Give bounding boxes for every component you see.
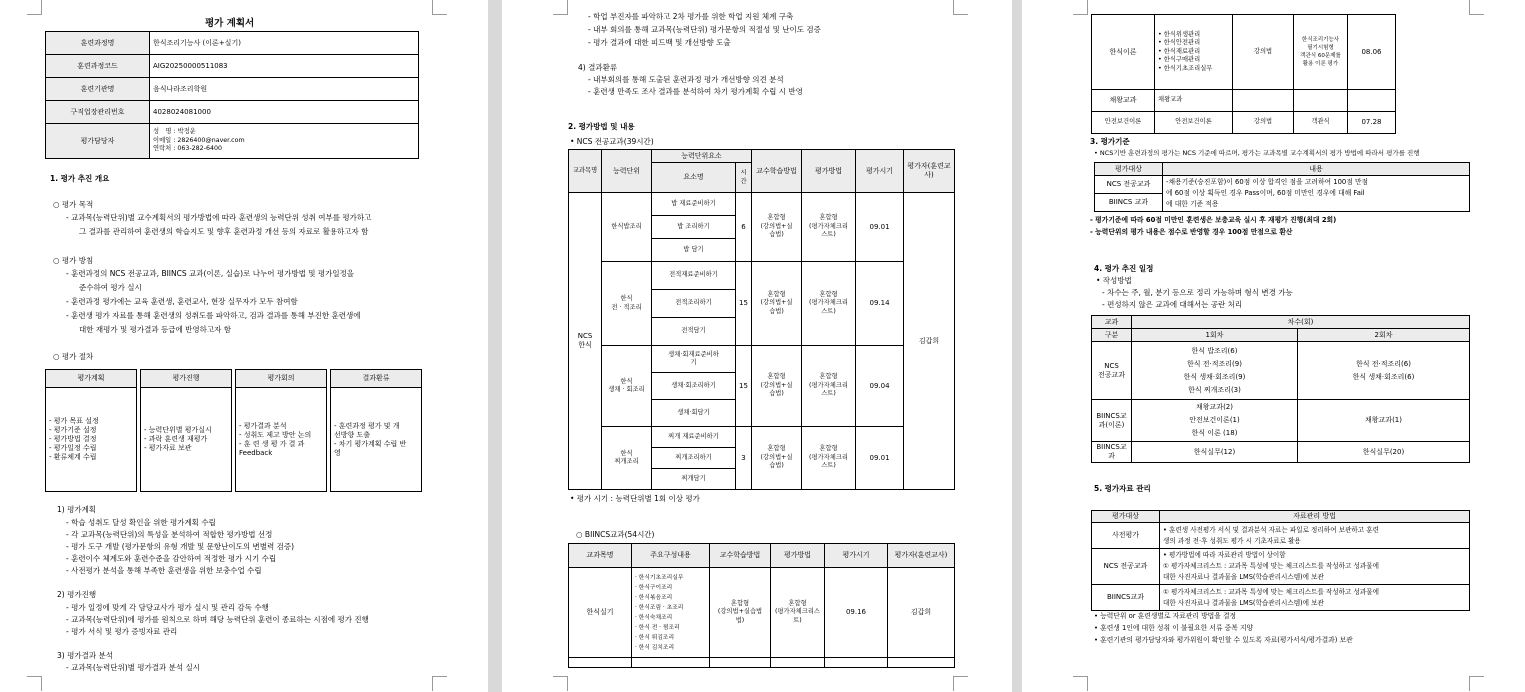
body-text: - 교과목(능력단위)별 교수계획서의 평가방법에 따라 훈련생의 능력단위 성취 여부를 평가하고 xyxy=(66,213,372,222)
body-text: - 능력단위의 평가 내용은 점수로 반영할 경우 100점 만점으로 환산 xyxy=(1090,228,1293,236)
element-name: 밥 담기 xyxy=(652,239,736,262)
header-subject: 교과 xyxy=(1092,316,1132,329)
process-header: 평가진행 xyxy=(141,370,232,388)
subsection-heading: ○ BIINCS교과(54시간) xyxy=(576,530,655,539)
info-label: 구직업장관리번호 xyxy=(46,101,150,124)
content-list: • 한식위생관리 • 한식안전관리 • 한식재료관리 • 한식구매관리 • 한식기초조리실무 xyxy=(1155,15,1233,90)
element-name: 전적담기 xyxy=(652,318,736,346)
process-box-progress xyxy=(140,369,232,492)
table-note: • 평가 시기 : 능력단위별 1회 이상 평가 xyxy=(570,494,700,503)
info-value: AIG20250000511083 xyxy=(150,55,419,78)
info-label: 훈련기관명 xyxy=(46,78,150,101)
header-subject: 교과목명 xyxy=(569,150,602,193)
crop-mark xyxy=(553,676,568,691)
crop-mark xyxy=(1073,676,1088,691)
eval-method: 혼합형 (평가자체크리스 트) xyxy=(771,568,825,658)
header-when: 평가시기 xyxy=(856,150,904,193)
body-text: - 교과목(능력단위)에 평가를 원칙으로 하며 해당 능력단위 훈련이 종료하는 시점에 평가 진행 xyxy=(66,615,369,624)
body-text: - 차수는 주, 월, 분기 등으로 정리 가능하며 형식 변경 가능 xyxy=(1102,288,1293,297)
process-box-meeting xyxy=(235,369,327,492)
body-text: - 훈련생 평가 자료를 통해 훈련생의 성취도를 파악하고, 검과 결과를 통해 부진한 훈련생에 xyxy=(66,311,361,320)
crop-mark xyxy=(432,0,447,15)
eval-method: 혼합형 (평가자체크리 스트) xyxy=(802,262,856,346)
section-heading: 2. 평가방법 및 내용 xyxy=(568,122,635,131)
section-heading: 1. 평가 추진 개요 xyxy=(50,174,110,183)
rater-name: 김갑희 xyxy=(904,193,955,490)
header-content: 내용 xyxy=(1163,163,1470,176)
unit-hours: 3 xyxy=(736,427,752,490)
teaching-method: 강의법 xyxy=(1233,112,1294,134)
body-text: - 각 교과목(능력단위)의 특성을 분석하여 적합한 평가방법 선정 xyxy=(66,530,273,539)
section-heading: 4. 평가 추진 일정 xyxy=(1094,264,1154,273)
criteria-target: BIINCS 교과 xyxy=(1095,194,1163,212)
eval-method: 한식조리기능사 필기시험형 객관식 60문제를 활용 이론 평가 xyxy=(1294,15,1348,90)
content-list: 채왕교과 xyxy=(1155,90,1233,112)
schedule-round-1: 한식실무(12) xyxy=(1132,442,1298,463)
teaching-method: 혼합형 (강의법+실 습법) xyxy=(752,262,802,346)
section-heading: 5. 평가자료 관리 xyxy=(1094,484,1151,493)
crop-mark xyxy=(1073,0,1088,15)
element-name: 찌개 재료준비하기 xyxy=(652,427,736,448)
header-rater: 평가자(훈련교사) xyxy=(904,150,955,193)
eval-date: 07.28 xyxy=(1348,112,1396,134)
eval-method: 혼합형 (평가자체크리 스트) xyxy=(802,427,856,490)
mgmt-method: • 평가방법에 따라 자료관리 방법이 상이함 ① 평가자체크리스트 : 교과목 특성에 맞는 체크리스트를 작성하고 성과물에 대한 사진자료나 결과물을 LMS(학습관리시스템)에 보관 xyxy=(1160,549,1470,585)
info-value: 음식나라조리학원 xyxy=(150,78,419,101)
subsection-heading: • NCS 전공교과(39시간) xyxy=(570,137,654,146)
header-rounds: 차수(회) xyxy=(1132,316,1470,329)
process-box-plan xyxy=(45,369,137,492)
eval-method: 혼합형 (평가자체크리 스트) xyxy=(802,193,856,262)
body-text: - 훈련생 만족도 조사 결과를 분석하여 차기 평가계획 수립 시 반영 xyxy=(588,87,803,96)
header-method: 평가방법 xyxy=(771,544,825,568)
body-text: - 편성하지 않은 교과에 대해서는 공란 처리 xyxy=(1102,300,1243,309)
schedule-category: BIINCS교과 xyxy=(1092,442,1132,463)
schedule-round-1: 채왕교과(2) 안전보건이론(1) 한식 이론 (18) xyxy=(1132,400,1298,442)
subsection-heading: ○ 평가 방침 xyxy=(53,256,94,265)
unit-hours: 15 xyxy=(736,346,752,427)
body-text: • NCS기반 훈련과정의 평가는 NCS 기준에 따르며, 평가는 교과목별 교수계획서의 평가 방법에 따라서 평가를 진행 xyxy=(1094,149,1420,157)
teaching-method: 혼합형 (강의법+실습법 법) xyxy=(710,568,771,658)
eval-date: 09.01 xyxy=(856,427,904,490)
data-management-table xyxy=(1091,510,1470,611)
course-info-table xyxy=(45,31,419,159)
info-value: 한식조리기능사 (이론+실기) xyxy=(150,32,419,55)
process-items: - 평가결과 분석 - 성취도 제고 방안 논의 - 훈 련 생 평 가 결 과 Feedback xyxy=(236,388,327,492)
mgmt-method: • 훈련생 사전평가 서식 및 결과분석 자료는 파일로 정리하여 보관하고 훈련 생의 과정 전·후 성취도 평가 시 기초자료로 활용 xyxy=(1160,523,1470,549)
element-name: 찌개담기 xyxy=(652,469,736,490)
subject-name: 한식실기 xyxy=(569,568,632,658)
schedule-category: BIINCS교 과(이론) xyxy=(1092,400,1132,442)
header-elements: 능력단위요소 xyxy=(652,150,752,163)
body-text: 대한 재평가 및 평가결과 등급에 반영하고자 함 xyxy=(79,325,231,334)
body-text: 준수하여 평가 실시 xyxy=(79,283,142,292)
schedule-table xyxy=(1091,315,1470,463)
crop-mark xyxy=(27,676,42,691)
document-page-1 xyxy=(0,0,488,692)
header-method: 평가방법 xyxy=(802,150,856,193)
element-name: 밥 조리하기 xyxy=(652,216,736,239)
eval-date: 09.16 xyxy=(825,568,888,658)
header-teaching: 교수학습방법 xyxy=(710,544,771,568)
header-unit: 능력단위 xyxy=(602,150,652,193)
body-text: - 평가 결과에 대한 피드백 및 개선방향 도출 xyxy=(588,38,731,47)
crop-mark xyxy=(553,0,568,15)
crop-mark xyxy=(432,676,447,691)
element-name: 전적재료준비하기 xyxy=(652,262,736,290)
info-value: 4028024081000 xyxy=(150,101,419,124)
subsection-heading: ○ 평가 절차 xyxy=(53,352,94,361)
body-text: - 교과목(능력단위)별 평가결과 분석 실시 xyxy=(66,663,201,672)
rater-name: 김갑희 xyxy=(888,568,955,658)
teaching-method: 혼합형 (강의법+실 습법) xyxy=(752,346,802,427)
body-text: - 내부회의를 통해 도출된 훈련과정 평가 개선방향 의견 분석 xyxy=(588,75,784,84)
header-content: 주요구성내용 xyxy=(632,544,710,568)
element-name: 전적조리하기 xyxy=(652,290,736,318)
body-text: - 내부 회의를 통해 교과목(능력단위) 평가문항의 적절성 및 난이도 검증 xyxy=(588,25,821,34)
body-text: 그 결과를 관리하여 훈련생의 학습지도 및 향후 훈련과정 개선 등의 자료로 활용하고자 함 xyxy=(79,227,369,236)
element-name: 생채·회담기 xyxy=(652,400,736,427)
schedule-round-2: 채왕교과(1) xyxy=(1298,400,1470,442)
crop-mark xyxy=(953,0,968,15)
body-text: - 훈련과정의 NCS 전공교과, BIINCS 교과(이론, 실습)로 나누어 평가방법 및 평가일정을 xyxy=(66,269,355,278)
subsection-heading: • 작성방법 xyxy=(1096,276,1132,285)
teaching-method: 혼합형 (강의법+실 습법) xyxy=(752,193,802,262)
schedule-round-1: 한식 밥조리(6) 한식 전·적조리(9) 한식 생채·회조리(9) 한식 찌개조리(3) xyxy=(1132,342,1298,400)
unit-name: 한식 생채 · 회조리 xyxy=(602,346,652,427)
unit-hours: 6 xyxy=(736,193,752,262)
process-items: - 능력단위별 평가실시 - 과락 훈련생 재평가 - 평가자료 보관 xyxy=(141,388,232,492)
contact-info: 성 명 : 박정운 이메일 : 2826400@naver.com 연락처 : 063-282-6400 xyxy=(150,124,419,159)
header-method: 자료관리 방법 xyxy=(1160,511,1470,523)
header-hours: 시간 xyxy=(736,163,752,193)
crop-mark xyxy=(1469,0,1484,15)
biincs-theory-table xyxy=(1091,14,1396,134)
subsection-heading: ○ 평가 목적 xyxy=(53,200,94,209)
criteria-text: -채용기준(승진포함)이 60점 이상 합격인 점을 고려하여 100점 만점 에 60점 이상 획득인 경우 Pass이며, 60점 미만인 경우에 대해 Fail 에 대한 기준 적용 xyxy=(1163,176,1470,212)
schedule-category: NCS 전공교과 xyxy=(1092,342,1132,400)
page-gutter xyxy=(488,0,502,692)
eval-date: 08.06 xyxy=(1348,15,1396,90)
body-text: - 평가 서식 및 평가 증빙자료 관리 xyxy=(66,627,178,636)
body-text: • 훈련기관의 평가담당자와 평가위원이 확인할 수 있도록 자료(평가서식/평가결과) 보관 xyxy=(1094,636,1353,644)
process-items: - 평가 목표 설정 - 평가기준 설정 - 평가방법 결정 - 평가일정 수립 - 환류체계 수립 xyxy=(46,388,137,492)
schedule-round-2: 한식 전·적조리(6) 한식 생채·회조리(6) xyxy=(1298,342,1470,400)
mgmt-target: BIINCS교과 xyxy=(1092,585,1160,611)
document-page-3 xyxy=(1022,0,1525,692)
body-text: - 학업 부진자를 파악하고 2차 평가를 위한 학업 지원 체계 구축 xyxy=(588,12,794,21)
unit-hours: 15 xyxy=(736,262,752,346)
process-header: 평가회의 xyxy=(236,370,327,388)
unit-name: 한식밥조리 xyxy=(602,193,652,262)
body-text: - 훈련이수 체계도와 훈련수준을 감안하여 적정한 평가 시기 수립 xyxy=(66,554,277,563)
process-box-feedback xyxy=(330,369,422,492)
eval-method: 객관식 xyxy=(1294,112,1348,134)
body-text: - 사전평가 분석을 통해 부족한 훈련생을 위한 보충수업 수립 xyxy=(66,566,262,575)
subsection-heading: 1) 평가계획 xyxy=(57,505,97,514)
header-round-2: 2회차 xyxy=(1298,329,1470,342)
contact-label: 평가담당자 xyxy=(46,124,150,159)
subject-name: 한식이론 xyxy=(1092,15,1155,90)
info-label: 훈련과정명 xyxy=(46,32,150,55)
body-text: - 평가기준에 따라 60점 미만인 훈련생은 보충교육 실시 후 재평가 진행(최대 2회) xyxy=(1090,216,1337,224)
crop-mark xyxy=(1469,676,1484,691)
subsection-heading: 2) 평가진행 xyxy=(57,590,97,599)
unit-name: 한식 찌개조리 xyxy=(602,427,652,490)
content-list: 안전보건이론 xyxy=(1155,112,1233,134)
header-element-name: 요소명 xyxy=(652,163,736,193)
schedule-round-2: 한식실무(20) xyxy=(1298,442,1470,463)
header-rater: 평가자(훈련교사) xyxy=(888,544,955,568)
document-title: 평가 계획서 xyxy=(205,18,255,29)
body-text: - 훈련과정 평가에는 교육 훈련생, 훈련교사, 현장 실무자가 모두 참여함 xyxy=(66,297,298,306)
eval-date: 09.01 xyxy=(856,193,904,262)
document-page-2 xyxy=(502,0,1012,692)
header-target: 평가대상 xyxy=(1095,163,1163,176)
header-when: 평가시기 xyxy=(825,544,888,568)
subsection-heading: 4) 결과환류 xyxy=(578,63,618,72)
crop-mark xyxy=(27,0,42,15)
element-name: 생채·회재료준비하 기 xyxy=(652,346,736,373)
mgmt-target: 사전평가 xyxy=(1092,523,1160,549)
eval-date: 09.14 xyxy=(856,262,904,346)
header-teaching: 교수학습방법 xyxy=(752,150,802,193)
subject-name: 안전보건이론 xyxy=(1092,112,1155,134)
body-text: - 평가 도구 개발 (평가문항의 유형 개발 및 문항난이도의 변별력 검증) xyxy=(66,542,295,551)
process-header: 결과환류 xyxy=(331,370,422,388)
process-items: - 훈련과정 평가 및 개 선방향 도출 - 차기 평가계획 수립 반 영 xyxy=(331,388,422,492)
header-subject: 교과목명 xyxy=(569,544,632,568)
process-header: 평가계획 xyxy=(46,370,137,388)
element-name: 찌개조리하기 xyxy=(652,448,736,469)
body-text: - 평가 일정에 맞게 각 담당교사가 평가 실시 및 관리 감독 수행 xyxy=(66,603,269,612)
body-text: • 훈련생 1인에 대한 성취 이 불필요한 서류 중복 지양 xyxy=(1094,624,1254,632)
body-text: • 능력단위 or 훈련생별로 자료관리 방법을 결정 xyxy=(1094,612,1237,620)
element-name: 밥 재료준비하기 xyxy=(652,193,736,216)
page-gutter xyxy=(1012,0,1022,692)
header-target: 평가대상 xyxy=(1092,511,1160,523)
eval-method: 혼합형 (평가자체크리 스트) xyxy=(802,346,856,427)
unit-name: 한식 전 · 적조리 xyxy=(602,262,652,346)
element-name: 생채·회조리하기 xyxy=(652,373,736,400)
mgmt-method: ① 평가자체크리스트 : 교과목 특성에 맞는 체크리스트를 작성하고 성과물에 대한 사진자료나 결과물을 LMS(학습관리시스템)에 보관 xyxy=(1160,585,1470,611)
body-text: - 학습 성취도 달성 확인을 위한 평가계획 수립 xyxy=(66,518,216,527)
ncs-subject-cell: NCS 한식 xyxy=(569,193,602,490)
content-list: · 한식기초조리실무 · 한식구이조리 · 한식볶음조리 · 한식조림 · 초조리 · 한식숙채조리 · 한식 전 · 찜조리 · 한식 튀김조리 · 한식 김치조리 xyxy=(632,568,710,658)
eval-date: 09.04 xyxy=(856,346,904,427)
header-round-1: 1회차 xyxy=(1132,329,1298,342)
teaching-method: 혼합형 (강의법+실 습법) xyxy=(752,427,802,490)
subject-name: 채왕교과 xyxy=(1092,90,1155,112)
biincs-evaluation-table xyxy=(568,543,955,668)
criteria-table xyxy=(1094,162,1470,212)
subsection-heading: 3) 평가결과 분석 xyxy=(57,651,113,660)
crop-mark xyxy=(953,676,968,691)
teaching-method: 강의법 xyxy=(1233,15,1294,90)
criteria-target: NCS 전공교과 xyxy=(1095,176,1163,194)
mgmt-target: NCS 전공교과 xyxy=(1092,549,1160,585)
info-label: 훈련과정코드 xyxy=(46,55,150,78)
ncs-evaluation-table xyxy=(568,149,955,490)
section-heading: 3. 평가기준 xyxy=(1090,137,1130,146)
header-category: 구분 xyxy=(1092,329,1132,342)
